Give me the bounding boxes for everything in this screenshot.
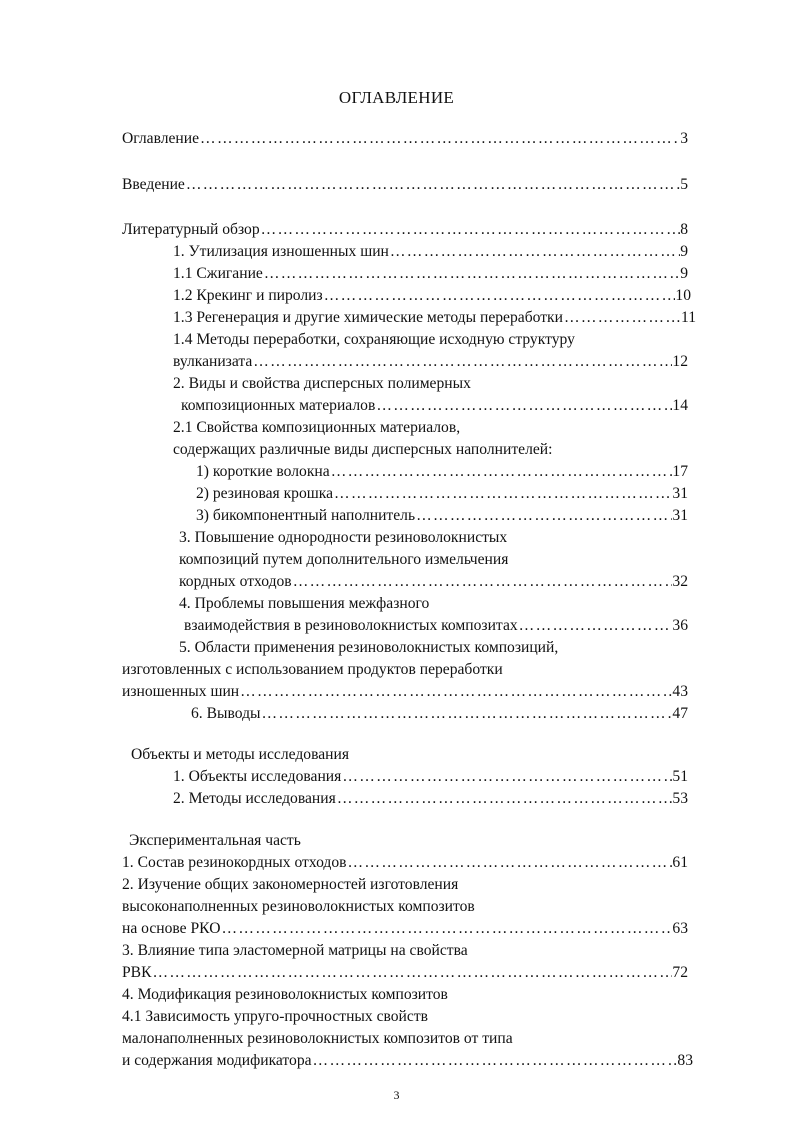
toc-entry-s6[interactable]	[191, 703, 688, 725]
toc-entry-o1[interactable]	[173, 766, 688, 788]
toc-entry-s3-line1: 3. Повышение однородности резиноволокнистых	[179, 529, 508, 546]
toc-entry-s2-1-line1: 2.1 Свойства композиционных материалов,	[173, 419, 461, 436]
toc-entry-review[interactable]	[122, 219, 688, 241]
toc-entry-text: Литературный обзор	[122, 221, 260, 238]
toc-entry-e2[interactable]	[122, 918, 688, 940]
toc-entry-text: вулканизата	[173, 353, 253, 370]
toc-entry-text: 1. Объекты исследования	[173, 768, 342, 785]
leader-dots	[185, 174, 680, 196]
toc-entry-e4[interactable]: 4. Модификация резиноволокнистых композитов	[122, 986, 448, 1003]
leader-dots	[220, 918, 672, 940]
toc-page-number: 43	[672, 683, 688, 700]
toc-page-number: 9	[680, 265, 688, 282]
toc-page-number: 11	[680, 309, 696, 326]
leader-dots	[199, 128, 680, 150]
leader-dots	[336, 788, 673, 810]
toc-page-number: 10	[675, 287, 691, 304]
toc-entry-e4-1[interactable]	[122, 1050, 693, 1072]
toc-entry-text: на основе РКО	[122, 920, 221, 937]
toc-entry-e4-1-line1: 4.1 Зависимость упруго-прочностных свойств	[122, 1008, 429, 1025]
page-title: ОГЛАВЛЕНИЕ	[338, 88, 455, 107]
toc-entry-text: РВК	[122, 964, 152, 981]
toc-page-number: 31	[672, 507, 688, 524]
toc-page-number: 14	[672, 397, 688, 414]
leader-dots	[323, 285, 676, 307]
toc-entry-s1-4-line1: 1.4 Методы переработки, сохраняющие исходную структуру	[173, 331, 575, 348]
toc-entry-text: взаимодействия в резиноволокнистых композитах	[184, 617, 518, 634]
leader-dots	[330, 461, 673, 483]
toc-entry-text: 1) короткие волокна	[196, 463, 330, 480]
toc-entry-s2[interactable]	[181, 395, 688, 417]
toc-entry-text: 6. Выводы	[191, 705, 261, 722]
toc-entry-text: 1.2 Крекинг и пиролиз	[173, 287, 323, 304]
leader-dots	[347, 852, 673, 874]
toc-page-number: 32	[672, 573, 688, 590]
leader-dots	[389, 241, 680, 263]
toc-entry-o2[interactable]	[173, 788, 688, 810]
toc-page-number: 3	[680, 130, 688, 147]
toc-entry-text: изношенных шин	[122, 683, 240, 700]
toc-page-number: 31	[672, 485, 688, 502]
toc-entry-text: 2) резиновая крошка	[196, 485, 334, 502]
toc-page-number: 8	[680, 221, 688, 238]
toc-entry-e3[interactable]	[122, 962, 688, 984]
toc-page-number: 47	[672, 705, 688, 722]
toc-page-number: 12	[672, 353, 688, 370]
toc-entry-text: 1.3 Регенерация и другие химические методы переработки	[173, 309, 563, 326]
page-number: 3	[393, 1088, 400, 1102]
toc-entry-s1-3[interactable]	[173, 307, 696, 329]
leader-dots	[563, 307, 681, 329]
toc-page-number: 61	[672, 854, 688, 871]
toc-entry-s1-2[interactable]	[173, 285, 691, 307]
toc-entry-e2-line1: 2. Изучение общих закономерностей изготовления	[122, 876, 459, 893]
toc-entry-text: 2. Методы исследования	[173, 790, 336, 807]
toc-entry-s2-1-line2: содержащих различные виды дисперсных наполнителей:	[173, 441, 553, 458]
toc-entry-s2-line1: 2. Виды и свойства дисперсных полимерных	[173, 375, 471, 392]
leader-dots	[151, 962, 672, 984]
toc-entry-text: кордных отходов	[179, 573, 292, 590]
toc-entry-text: композиционных материалов	[181, 397, 376, 414]
toc-page-number: 5	[680, 176, 688, 193]
leader-dots	[292, 571, 673, 593]
toc-entry-e2-line2: высоконаполненных резиноволокнистых композитов	[122, 898, 475, 915]
toc-page-number: 83	[677, 1052, 693, 1069]
toc-page-number: 9	[680, 243, 688, 260]
leader-dots	[263, 263, 680, 285]
toc-entry-e1[interactable]	[122, 852, 688, 874]
toc-entry-text: 1. Состав резинокордных отходов	[122, 854, 347, 871]
leader-dots	[239, 681, 672, 703]
toc-entry-s2-1-3[interactable]	[196, 505, 688, 527]
leader-dots	[312, 1050, 678, 1072]
leader-dots	[333, 483, 672, 505]
toc-page-number: 53	[672, 790, 688, 807]
toc-page-number: 51	[672, 768, 688, 785]
toc-page-number: 72	[672, 964, 688, 981]
toc-entry-text: и содержания модификатора	[122, 1052, 312, 1069]
toc-section-experimental[interactable]: Экспериментальная часть	[129, 832, 301, 849]
toc-entry-text: 1. Утилизация изношенных шин	[173, 243, 389, 260]
toc-entry-text: 3) бикомпонентный наполнитель	[196, 507, 416, 524]
toc-entry-s4[interactable]	[184, 615, 688, 637]
toc-entry-intro[interactable]	[122, 174, 688, 196]
toc-entry-s4-line1: 4. Проблемы повышения межфазного	[179, 595, 430, 612]
toc-entry-s5-line1: 5. Области применения резиноволокнистых композиций,	[179, 639, 559, 656]
toc-entry-s2-1-2[interactable]	[196, 483, 688, 505]
toc-entry-s2-1-1[interactable]	[196, 461, 688, 483]
toc-entry-s5[interactable]	[122, 681, 688, 703]
leader-dots	[518, 615, 673, 637]
leader-dots	[252, 351, 672, 373]
toc-entry-e3-line1: 3. Влияние типа эластомерной матрицы на свойства	[122, 942, 468, 959]
toc-page-number: 63	[672, 920, 688, 937]
leader-dots	[341, 766, 672, 788]
toc-entry-s1-4[interactable]	[173, 351, 688, 373]
toc-entry-s3[interactable]	[179, 571, 688, 593]
toc-entry-contents[interactable]	[122, 128, 688, 150]
leader-dots	[375, 395, 672, 417]
toc-entry-e4-1-line2: малонаполненных резиноволокнистых композитов от типа	[122, 1030, 513, 1047]
leader-dots	[261, 703, 673, 725]
toc-page-number: 17	[672, 463, 688, 480]
toc-entry-s1[interactable]	[173, 241, 688, 263]
toc-section-objects[interactable]: Объекты и методы исследования	[131, 746, 350, 763]
toc-entry-text: Введение	[122, 176, 185, 193]
toc-entry-s1-1[interactable]	[173, 263, 688, 285]
leader-dots	[260, 219, 681, 241]
leader-dots	[415, 505, 672, 527]
toc-entry-text: Оглавление	[122, 130, 200, 147]
toc-entry-text: 1.1 Сжигание	[173, 265, 263, 282]
toc-entry-s5-line2: изготовленных с использованием продуктов переработки	[122, 661, 503, 678]
toc-entry-s3-line2: композиций путем дополнительного измельчения	[179, 551, 509, 568]
toc-page-number: 36	[672, 617, 688, 634]
